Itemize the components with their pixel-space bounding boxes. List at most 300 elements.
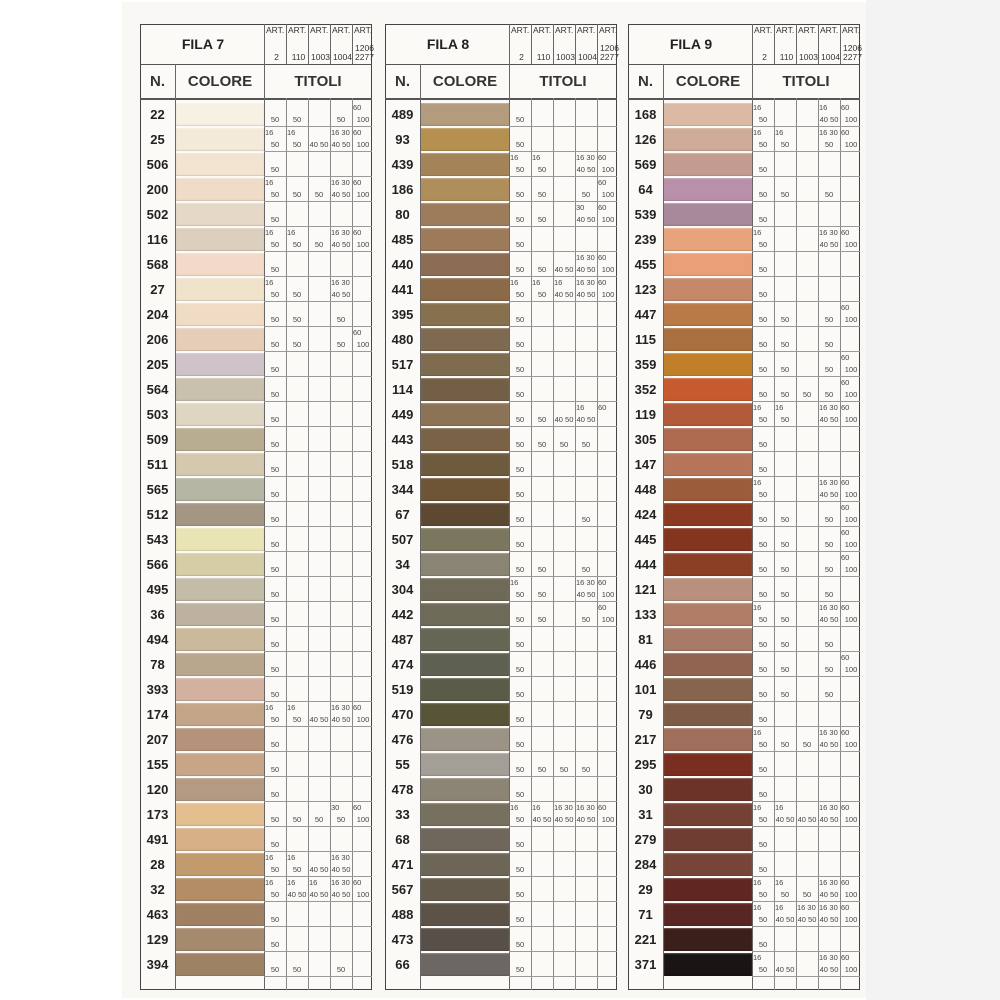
- titoli-cell: [308, 227, 330, 252]
- titoli-cell: [575, 527, 597, 552]
- titoli-cell: [774, 352, 796, 377]
- titoli-value-bottom: 50: [780, 640, 790, 649]
- color-swatch: [421, 628, 509, 651]
- titoli-cell: [575, 502, 597, 527]
- titoli-value-top: 60: [598, 578, 607, 587]
- color-swatch: [421, 503, 509, 526]
- titoli-cell: [818, 477, 840, 502]
- titoli-cell: [818, 802, 840, 827]
- titoli-value-bottom: 50: [758, 140, 768, 149]
- titoli-cell: [308, 452, 330, 477]
- color-swatch: [176, 753, 264, 776]
- titoli-cell: [330, 502, 352, 527]
- titoli-cell: [575, 827, 597, 852]
- shade-number: 80: [395, 207, 410, 222]
- titoli-value-bottom: 50: [270, 440, 280, 449]
- color-swatch: [664, 878, 752, 901]
- titoli-cell: [553, 677, 575, 702]
- titoli-value-bottom: 50: [515, 540, 525, 549]
- titoli-cell: [818, 752, 840, 777]
- color-swatch: [664, 628, 752, 651]
- titoli-value-top: 16: [510, 278, 519, 287]
- titoli-value-top: 16: [265, 703, 274, 712]
- titoli-cell: [531, 102, 553, 127]
- titoli-cell: [509, 502, 531, 527]
- titoli-value-bottom: 100: [356, 140, 370, 149]
- titoli-cell: [840, 677, 862, 702]
- titoli-cell: [752, 427, 774, 452]
- shade-row: [140, 302, 372, 327]
- shade-row: [628, 152, 860, 177]
- titoli-value-bottom: 40 50: [576, 415, 596, 424]
- column-header-color: COLORE: [675, 72, 741, 90]
- titoli-cell: [509, 652, 531, 677]
- shade-row: [385, 127, 617, 152]
- titoli-cell: [597, 552, 619, 577]
- titoli-cell: [553, 202, 575, 227]
- titoli-cell: [531, 202, 553, 227]
- titoli-cell: [840, 227, 862, 252]
- titoli-cell: [330, 552, 352, 577]
- titoli-cell: [840, 702, 862, 727]
- color-swatch: [176, 953, 264, 976]
- titoli-cell: [818, 202, 840, 227]
- titoli-value-bottom: 50: [270, 115, 280, 124]
- color-swatch: [176, 778, 264, 801]
- titoli-cell: [308, 952, 330, 977]
- shade-row: [140, 777, 372, 802]
- titoli-cell: [509, 452, 531, 477]
- color-swatch: [421, 678, 509, 701]
- shade-number: 463: [146, 907, 169, 922]
- titoli-value-bottom: 50: [270, 665, 280, 674]
- color-swatch: [421, 103, 509, 126]
- shade-number: 304: [391, 582, 414, 597]
- shade-row: [385, 552, 617, 577]
- titoli-value-bottom: 50: [758, 365, 768, 374]
- titoli-value-bottom: 50: [758, 565, 768, 574]
- color-swatch: [176, 328, 264, 351]
- titoli-cell: [509, 952, 531, 977]
- titoli-cell: [796, 752, 818, 777]
- titoli-value-bottom: 50: [515, 115, 525, 124]
- shade-row: [385, 777, 617, 802]
- titoli-cell: [509, 752, 531, 777]
- titoli-value-bottom: 40 50: [819, 615, 839, 624]
- shade-number: 440: [391, 257, 414, 272]
- panel-header: [140, 24, 372, 65]
- titoli-cell: [553, 902, 575, 927]
- titoli-cell: [286, 202, 308, 227]
- titoli-cell: [531, 827, 553, 852]
- color-swatch: [421, 778, 509, 801]
- titoli-value-bottom: 40 50: [775, 915, 795, 924]
- titoli-value-bottom: 50: [270, 365, 280, 374]
- titoli-cell: [308, 802, 330, 827]
- titoli-value-bottom: 50: [581, 190, 591, 199]
- shade-number: 174: [146, 707, 169, 722]
- titoli-value-bottom: 50: [336, 315, 346, 324]
- titoli-value-top: 16 30: [576, 578, 595, 587]
- article-number: 110: [779, 52, 794, 62]
- titoli-value-bottom: 50: [758, 665, 768, 674]
- titoli-value-top: 60: [841, 503, 850, 512]
- titoli-value-bottom: 40 50: [576, 290, 596, 299]
- color-swatch: [176, 728, 264, 751]
- titoli-value-bottom: 50: [292, 140, 302, 149]
- titoli-cell: [308, 877, 330, 902]
- titoli-value-top: 60: [841, 228, 850, 237]
- titoli-value-bottom: 50: [802, 890, 812, 899]
- titoli-cell: [330, 127, 352, 152]
- titoli-cell: [752, 127, 774, 152]
- shade-row: [385, 227, 617, 252]
- titoli-value-bottom: 50: [537, 765, 547, 774]
- shade-row: [628, 877, 860, 902]
- titoli-cell: [531, 602, 553, 627]
- shade-row: [385, 902, 617, 927]
- titoli-cell: [352, 152, 374, 177]
- titoli-value-top: 16 30: [576, 253, 595, 262]
- titoli-value-bottom: 40 50: [331, 865, 351, 874]
- titoli-value-bottom: 50: [270, 265, 280, 274]
- titoli-cell: [840, 127, 862, 152]
- shade-number: 32: [150, 882, 165, 897]
- color-swatch: [176, 203, 264, 226]
- shade-number: 114: [392, 382, 413, 397]
- color-swatch: [176, 253, 264, 276]
- titoli-cell: [352, 377, 374, 402]
- shade-number: 395: [391, 307, 414, 322]
- titoli-cell: [264, 852, 286, 877]
- titoli-value-bottom: 40 50: [576, 165, 596, 174]
- shade-number: 217: [634, 732, 657, 747]
- titoli-cell: [553, 152, 575, 177]
- titoli-cell: [840, 452, 862, 477]
- titoli-cell: [308, 927, 330, 952]
- color-swatch: [664, 278, 752, 301]
- titoli-value-bottom: 50: [537, 165, 547, 174]
- titoli-cell: [796, 677, 818, 702]
- titoli-cell: [330, 202, 352, 227]
- color-swatch: [421, 853, 509, 876]
- titoli-cell: [575, 927, 597, 952]
- shade-number: 487: [391, 632, 414, 647]
- titoli-cell: [286, 177, 308, 202]
- titoli-value-top: 16: [510, 803, 519, 812]
- shade-row: [140, 677, 372, 702]
- shade-number: 485: [391, 232, 414, 247]
- titoli-cell: [796, 577, 818, 602]
- titoli-cell: [575, 777, 597, 802]
- titoli-cell: [308, 677, 330, 702]
- shade-row: [385, 827, 617, 852]
- titoli-value-bottom: 100: [601, 215, 615, 224]
- titoli-value-bottom: 40 50: [532, 815, 552, 824]
- titoli-cell: [774, 402, 796, 427]
- titoli-cell: [752, 777, 774, 802]
- titoli-value-bottom: 50: [758, 215, 768, 224]
- titoli-cell: [352, 402, 374, 427]
- titoli-value-bottom: 50: [780, 615, 790, 624]
- titoli-cell: [264, 627, 286, 652]
- titoli-value-top: 60: [598, 253, 607, 262]
- titoli-cell: [796, 927, 818, 952]
- titoli-value-bottom: 50: [270, 590, 280, 599]
- titoli-value-top: 60: [353, 878, 362, 887]
- titoli-cell: [597, 702, 619, 727]
- titoli-value-bottom: 100: [844, 915, 858, 924]
- shade-row: [140, 402, 372, 427]
- titoli-cell: [264, 102, 286, 127]
- article-number: 2: [519, 52, 524, 62]
- titoli-cell: [752, 152, 774, 177]
- titoli-value-bottom: 50: [515, 465, 525, 474]
- shade-row: [385, 402, 617, 427]
- color-swatch: [176, 928, 264, 951]
- titoli-cell: [352, 477, 374, 502]
- article-header: [531, 24, 554, 64]
- shade-number: 473: [391, 932, 414, 947]
- titoli-value-bottom: 50: [292, 965, 302, 974]
- titoli-cell: [752, 327, 774, 352]
- titoli-cell: [597, 827, 619, 852]
- shade-number: 445: [634, 532, 657, 547]
- titoli-cell: [796, 477, 818, 502]
- titoli-value-bottom: 50: [270, 215, 280, 224]
- titoli-cell: [286, 452, 308, 477]
- titoli-value-bottom: 50: [515, 640, 525, 649]
- titoli-cell: [352, 852, 374, 877]
- color-swatch: [176, 403, 264, 426]
- titoli-cell: [352, 627, 374, 652]
- color-swatch: [421, 803, 509, 826]
- titoli-cell: [308, 102, 330, 127]
- shade-number: 119: [635, 407, 656, 422]
- titoli-cell: [575, 327, 597, 352]
- titoli-cell: [597, 627, 619, 652]
- titoli-cell: [796, 352, 818, 377]
- titoli-cell: [575, 652, 597, 677]
- shade-number: 519: [391, 682, 414, 697]
- titoli-cell: [286, 402, 308, 427]
- shade-row: [385, 652, 617, 677]
- titoli-cell: [509, 152, 531, 177]
- titoli-cell: [352, 752, 374, 777]
- shade-row: [628, 452, 860, 477]
- titoli-value-bottom: 50: [270, 540, 280, 549]
- shade-number: 455: [634, 257, 657, 272]
- titoli-value-bottom: 50: [758, 340, 768, 349]
- titoli-cell: [796, 902, 818, 927]
- titoli-cell: [818, 177, 840, 202]
- shade-number: 371: [634, 957, 657, 972]
- shade-number: 34: [395, 557, 410, 572]
- color-swatch: [176, 428, 264, 451]
- shade-number: 439: [391, 157, 414, 172]
- titoli-cell: [264, 602, 286, 627]
- titoli-cell: [286, 277, 308, 302]
- titoli-cell: [330, 727, 352, 752]
- shade-number: 494: [146, 632, 169, 647]
- titoli-cell: [553, 527, 575, 552]
- titoli-cell: [352, 727, 374, 752]
- color-swatch: [664, 778, 752, 801]
- shade-row: [628, 127, 860, 152]
- titoli-cell: [264, 352, 286, 377]
- titoli-cell: [818, 227, 840, 252]
- titoli-cell: [774, 227, 796, 252]
- titoli-cell: [509, 252, 531, 277]
- titoli-cell: [553, 427, 575, 452]
- titoli-cell: [752, 402, 774, 427]
- color-swatch: [421, 553, 509, 576]
- titoli-cell: [752, 827, 774, 852]
- titoli-cell: [774, 602, 796, 627]
- titoli-cell: [796, 327, 818, 352]
- titoli-cell: [818, 127, 840, 152]
- titoli-value-top: 16: [576, 403, 585, 412]
- titoli-cell: [597, 327, 619, 352]
- titoli-cell: [774, 752, 796, 777]
- titoli-cell: [752, 602, 774, 627]
- shade-row: [140, 602, 372, 627]
- titoli-cell: [264, 252, 286, 277]
- shade-number: 67: [395, 507, 410, 522]
- titoli-value-bottom: 50: [780, 515, 790, 524]
- titoli-value-bottom: 50: [515, 190, 525, 199]
- shade-row: [140, 327, 372, 352]
- titoli-cell: [774, 652, 796, 677]
- color-swatch: [664, 503, 752, 526]
- color-swatch: [664, 303, 752, 326]
- titoli-cell: [352, 577, 374, 602]
- titoli-cell: [352, 127, 374, 152]
- titoli-cell: [840, 827, 862, 852]
- titoli-cell: [818, 627, 840, 652]
- titoli-value-bottom: 50: [336, 115, 346, 124]
- titoli-cell: [752, 552, 774, 577]
- article-header: [774, 24, 797, 64]
- titoli-cell: [330, 952, 352, 977]
- color-swatch: [664, 453, 752, 476]
- titoli-cell: [597, 602, 619, 627]
- color-swatch: [176, 528, 264, 551]
- titoli-value-top: 60: [353, 328, 362, 337]
- titoli-cell: [818, 827, 840, 852]
- titoli-cell: [553, 327, 575, 352]
- titoli-cell: [330, 252, 352, 277]
- titoli-cell: [796, 127, 818, 152]
- titoli-value-top: 16: [775, 128, 784, 137]
- titoli-value-bottom: 50: [559, 765, 569, 774]
- titoli-cell: [597, 177, 619, 202]
- titoli-cell: [774, 277, 796, 302]
- titoli-cell: [308, 302, 330, 327]
- titoli-value-bottom: 50: [270, 240, 280, 249]
- titoli-value-bottom: 40 50: [554, 815, 574, 824]
- titoli-cell: [818, 777, 840, 802]
- shade-row: [628, 652, 860, 677]
- color-swatch: [176, 578, 264, 601]
- article-label: ART.: [332, 25, 351, 35]
- color-swatch: [664, 178, 752, 201]
- article-header: [286, 24, 309, 64]
- titoli-cell: [531, 477, 553, 502]
- titoli-value-bottom: 50: [780, 590, 790, 599]
- titoli-value-bottom: 40 50: [331, 240, 351, 249]
- titoli-value-top: 60: [353, 703, 362, 712]
- color-swatch: [421, 378, 509, 401]
- titoli-cell: [509, 352, 531, 377]
- titoli-value-top: 60: [598, 803, 607, 812]
- titoli-value-bottom: 50: [824, 515, 834, 524]
- titoli-value-bottom: 50: [758, 540, 768, 549]
- titoli-cell: [264, 802, 286, 827]
- titoli-cell: [531, 277, 553, 302]
- color-swatch: [664, 328, 752, 351]
- titoli-value-bottom: 50: [537, 415, 547, 424]
- titoli-cell: [308, 352, 330, 377]
- shade-number: 133: [634, 607, 657, 622]
- color-swatch: [421, 203, 509, 226]
- article-header: [509, 24, 532, 64]
- titoli-cell: [818, 702, 840, 727]
- titoli-cell: [752, 727, 774, 752]
- titoli-cell: [264, 452, 286, 477]
- titoli-value-bottom: 100: [844, 565, 858, 574]
- titoli-cell: [575, 227, 597, 252]
- titoli-cell: [575, 127, 597, 152]
- titoli-cell: [308, 427, 330, 452]
- shade-number: 155: [146, 757, 169, 772]
- color-swatch: [421, 528, 509, 551]
- shade-row: [628, 927, 860, 952]
- titoli-cell: [575, 452, 597, 477]
- shade-number: 489: [391, 107, 414, 122]
- shade-number: 476: [391, 732, 414, 747]
- color-swatch: [421, 153, 509, 176]
- shade-number: 502: [146, 207, 169, 222]
- titoli-cell: [752, 652, 774, 677]
- titoli-value-top: 60: [353, 228, 362, 237]
- titoli-cell: [264, 577, 286, 602]
- titoli-value-bottom: 50: [537, 265, 547, 274]
- titoli-cell: [352, 602, 374, 627]
- shade-row: [628, 352, 860, 377]
- titoli-value-bottom: 50: [758, 790, 768, 799]
- titoli-cell: [796, 152, 818, 177]
- titoli-cell: [840, 327, 862, 352]
- titoli-value-bottom: 100: [601, 190, 615, 199]
- titoli-value-bottom: 50: [515, 840, 525, 849]
- titoli-cell: [796, 527, 818, 552]
- titoli-cell: [531, 502, 553, 527]
- color-swatch: [421, 428, 509, 451]
- titoli-cell: [796, 777, 818, 802]
- titoli-value-bottom: 50: [515, 590, 525, 599]
- titoli-value-top: 60: [841, 478, 850, 487]
- titoli-value-bottom: 50: [270, 790, 280, 799]
- titoli-cell: [308, 577, 330, 602]
- titoli-value-bottom: 50: [270, 865, 280, 874]
- titoli-value-bottom: 50: [780, 415, 790, 424]
- titoli-cell: [509, 277, 531, 302]
- titoli-cell: [330, 402, 352, 427]
- column-header-titles: TITOLI: [539, 72, 587, 90]
- shade-number: 359: [634, 357, 657, 372]
- shade-row: [628, 802, 860, 827]
